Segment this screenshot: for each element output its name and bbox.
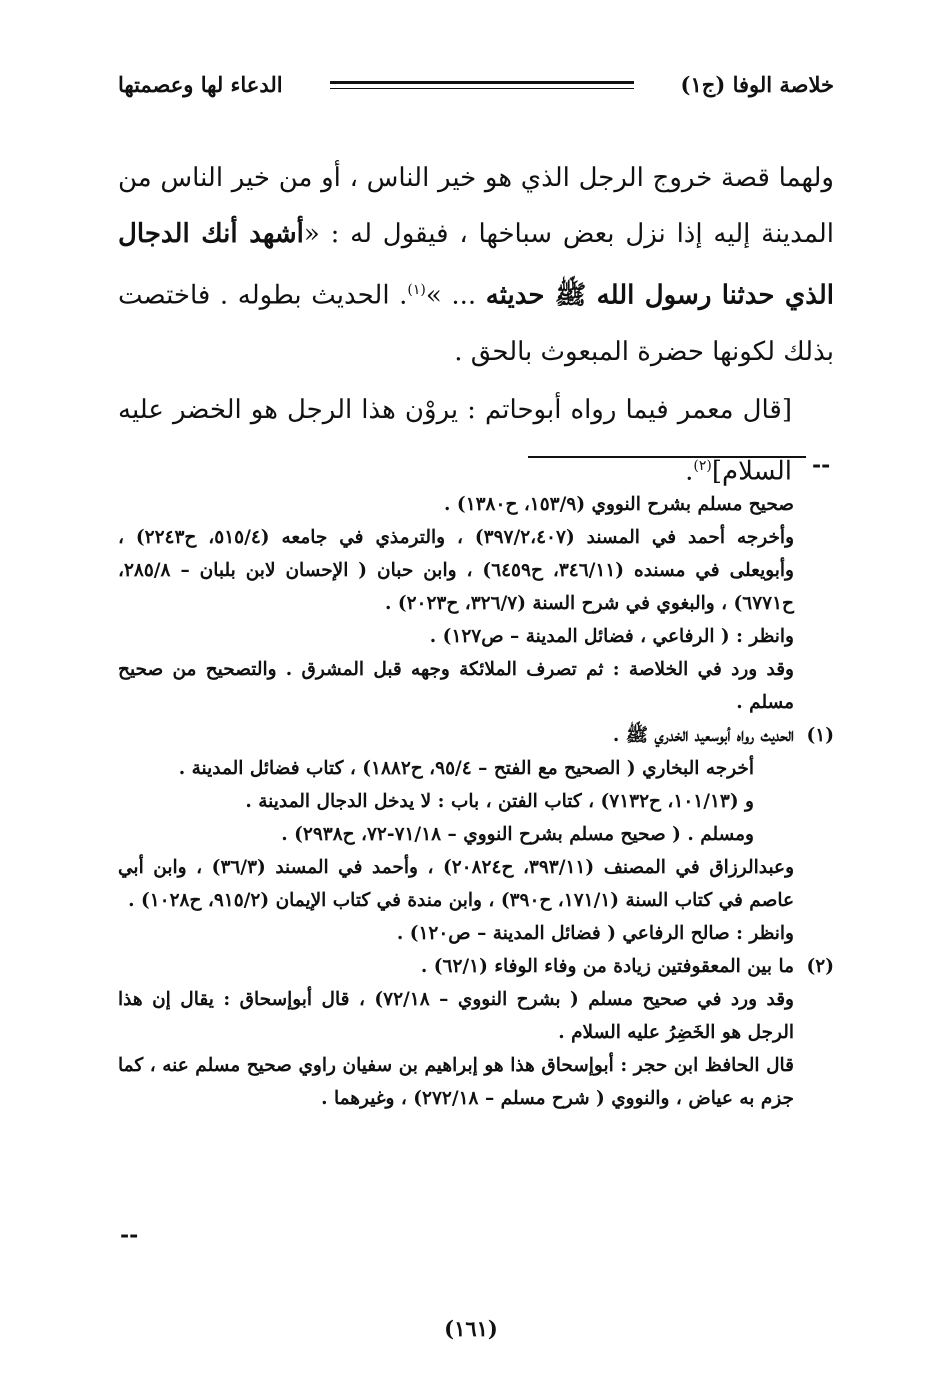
main-body <box>118 150 834 499</box>
running-header <box>118 68 834 104</box>
footnote-2 <box>118 950 834 1115</box>
footnote-ref-1[interactable]: (١) <box>407 282 426 298</box>
footnote-1-number: (١) <box>806 725 834 746</box>
note-line: ومسلم . ( صحيح مسلم بشرح النووي – ٧١/١٨-٧٢، ح٢٩٣٨) . <box>281 824 754 845</box>
footnote-ref-2[interactable]: (٢) <box>693 457 712 474</box>
paragraph-2 <box>118 382 834 500</box>
bottom-dash: -- <box>120 1222 139 1248</box>
top-dash: -- <box>812 452 831 478</box>
footnote-2-title: ما بين المعقوفتين زيادة من وفاء الوفاء (٦٢/١) . <box>420 956 794 977</box>
paragraph-1 <box>118 150 834 380</box>
note-line: وانظر : صالح الرفاعي ( فضائل المدينة – ص١٢٠) . <box>396 923 794 944</box>
note-line: صحيح مسلم بشرح النووي (١٥٣/٩، ح١٣٨٠) . <box>444 494 794 515</box>
footnote-divider <box>528 456 806 458</box>
p2-end: . <box>685 456 694 487</box>
p1-rest: . الحديث بطوله . فاختصت بذلك لكونها حضرة المبعوث بالحق . <box>118 280 834 367</box>
note-line: وعبدالرزاق في المصنف (٣٩٣/١١، ح٢٠٨٢٤) ، وأحمد في المسند (٣٦/٣) ، وابن أبي عاصم في كتاب السنة (١٧١/١، ح٣٩٠) ، وابن مندة في كتاب الإيمان (٩١٥/٢، ح١٠٢٨) . <box>118 857 795 911</box>
book-title: خلاصة الوفا (ج١) <box>680 72 834 97</box>
p2-text: [قال معمر فيما رواه أبوحاتم : يروْن هذا الرجل هو الخضر عليه السلام] <box>118 394 792 487</box>
note-line: وأخرجه أحمد في المسند (٣٩٧/٢،٤٠٧) ، والترمذي في جامعه (٥١٥/٤، ح٢٢٤٣) ، وأبويعلى في مسنده (٣٤٦/١١، ح٦٤٥٩) ، وابن حبان ( الإحسان لابن بلبان – ٢٨٥/٨، ح٦٧٧١) ، والبغوي في شرح السنة (٣٢٦/٧، ح٢٠٢٣) . <box>118 527 795 614</box>
note-line: وانظر : ( الرفاعي ، فضائل المدينة – ص١٢٧) . <box>429 626 794 647</box>
note-line: وقد ورد في صحيح مسلم ( بشرح النووي – ٧٢/١٨) ، قال أبوإسحاق : يقال إن هذا الرجل هو الخَضِرُ عليه السلام . <box>118 989 794 1043</box>
footnote-1 <box>118 719 834 950</box>
p1-after-bold: ... » <box>425 280 486 311</box>
notes-continued <box>118 488 834 719</box>
p1-intro: ولهما قصة خروج الرجل الذي هو خير الناس ، أو من خير الناس من المدينة إليه إذا نزل بعض سباخها ، فيقول له : « <box>118 163 834 249</box>
note-line: قال الحافظ ابن حجر : أبوإسحاق هذا هو إبراهيم بن سفيان راوي صحيح مسلم عنه ، كما جزم به عياض ، والنووي ( شرح مسلم – ٢٧٢/١٨) ، وغيرهما . <box>118 1055 794 1109</box>
note-line: و (١٠١/١٣، ح٧١٣٢) ، كتاب الفتن ، باب : لا يدخل الدجال المدينة . <box>245 791 754 812</box>
note-line: أخرجه البخاري ( الصحيح مع الفتح – ٩٥/٤، ح١٨٨٢) ، كتاب فضائل المدينة . <box>178 758 754 779</box>
footnote-1-title: الحديث رواه أبوسعيد الخدري ﷺ . <box>612 725 794 746</box>
footnote-2-number: (٢) <box>806 956 834 977</box>
p1-hadith-bold: أشهد أنك الدجال الذي حدثنا رسول الله ﷺ حديثه <box>118 219 834 311</box>
page-number: (١٦١) <box>444 1316 498 1341</box>
header-rule <box>330 81 634 89</box>
note-line: وقد ورد في الخلاصة : ثم تصرف الملائكة وجهه قبل المشرق . والتصحيح من صحيح مسلم . <box>118 659 794 713</box>
chapter-title: الدعاء لها وعصمتها <box>118 72 283 97</box>
footnotes <box>118 488 834 1115</box>
